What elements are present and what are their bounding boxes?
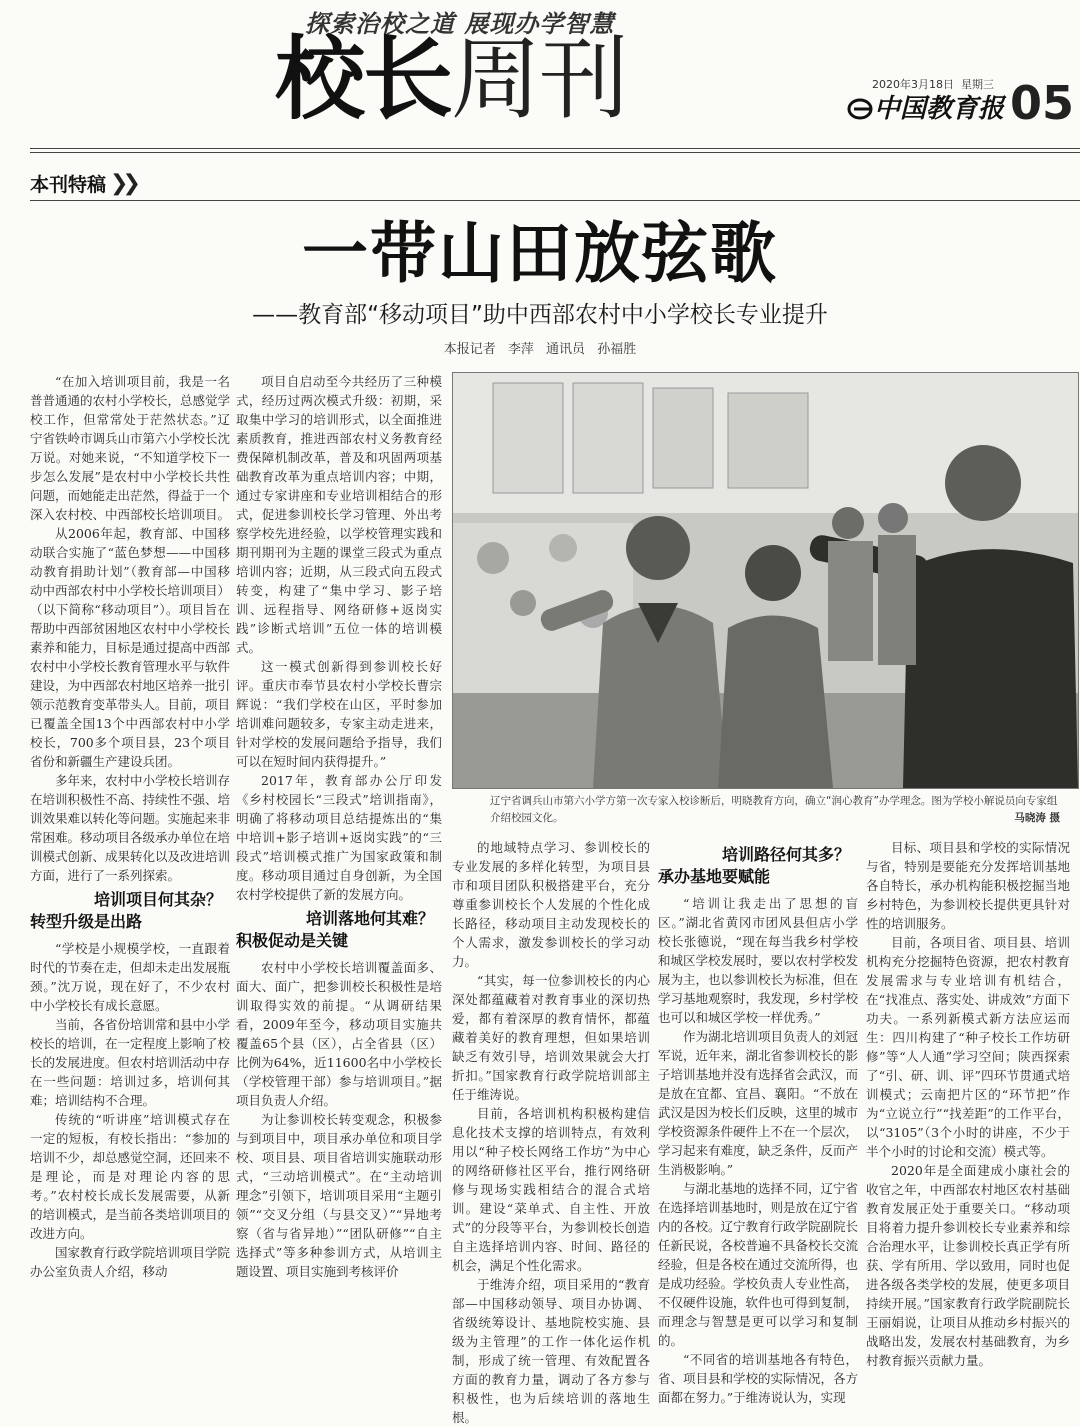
headline: 一带山田放弦歌 [302,215,778,292]
paragraph: 与湖北基地的选择不同，辽宁省在选择培训基地时，则是放在辽宁省内的各校。辽宁教育行政学院副院长任新民说，各校普遍不具备校长交流经验，但是各校在通过交流所得，也是成功经验。学校负责人专业性高，不仅硬件设施，软件也可得到复制，而理念与智慧是更可以学习和复制的。 [658,1181,859,1348]
paragraph: 这一模式创新得到参训校长好评。重庆市奉节县农村小学校长曹宗辉说：“我们学校在山区，平时参加培训难问题较多，专家主动走进来，针对学校的发展问题给予指导，我们可以在短时间内获得提升。” [236,659,442,769]
paragraph: “在加入培训项目前，我是一名普普通通的农村小学校长，总感觉学校工作，但常常处于茫然状态。”辽宁省铁岭市调兵山市第六小学校长沈万说。对她来说，“不知道学校下一步怎么发展”是农村中小学校长共性问题，而她能走出茫然，得益于一个深入农村校、中西部校长培训项目。 [30,374,231,522]
section-heading-line-1: 培训项目何其杂？ [93,890,222,909]
subheadline: ——教育部“移动项目”助中西部农村中小学校长专业提升 [252,302,828,328]
paragraph: 国家教育行政学院培训项目学院办公室负责人介绍，移动 [30,1245,231,1279]
page-number: 05 [1010,76,1075,130]
paragraph: 2017年，教育部办公厅印发《乡村校园长“三段式”培训指南》，明确了将移动项目总结提炼出的“集中培训+影子培训+返岗实践”的“三段式”培训模式推广为国家政策和制度。移动项目通过自身创新，为全国农村学校提供了新的发展方向。 [236,773,442,902]
paragraph: 当前，各省份培训常和县中小学校长的培训，在一定程度上影响了校长的发展进度。但农村培训活动中存在一些问题：培训过多，培训何其难；培训结构不合理。 [30,1017,231,1108]
masthead-brand [275,27,627,132]
section-heading-line-2: 承办基地要赋能 [658,867,771,886]
paragraph: 目标、项目县和学校的实际情况与省，特别是要能充分发挥培训基地各自特长，承办机构能积极挖掘当地乡村特色，为参训校长提供更具针对性的培训服务。 [866,840,1070,931]
byline: 本报记者 李萍 通讯员 孙福胜 [443,342,637,357]
brand-light: 周刊 [451,27,627,132]
photo-caption-text: 辽宁省调兵山市第六小学方第一次专家入校诊断后，明晓教育方向，确立“润心教育”办学理念。图为学校小解说员向专家组介绍校园文化。 [490,795,1058,824]
paragraph: 2020年是全面建成小康社会的收官之年，中西部农村地区农村基础教育发展正处于重要关口。“移动项目将着力提升参训校长专业素养和综合治理水平，让参训校长真正学有所获、学有所用、学以致用，同时也促进各级各类学校的发展，使更多项目持续开展。”国家教育行政学院副院长王丽娟说，让项目从推动乡村振兴的战略出发，发展农村基础教育，为乡村教育振兴贡献力量。 [866,1163,1070,1368]
paper-logo-icon [848,98,874,120]
masthead-slogan: 探索治校之道 展现办学智慧 [305,10,615,38]
section-heading-line-1: 培训路径何其多？ [721,845,850,864]
paragraph: 传统的“听讲座”培训模式存在一定的短板，有校长指出：“参加的培训不少，却总感觉空洞，还回来不是理论，而是对理论内容的思考。”农村校长成长发展需要，从新的培训模式，是当前各类培训项目的改进方向。 [30,1112,231,1241]
section-heading-line-2: 转型升级是出路 [30,912,143,931]
section-heading-line-1: 培训落地何其难？ [305,909,434,928]
section-heading [658,844,858,888]
photo-caption [490,793,1060,827]
paragraph: “其实，每一位参训校长的内心深处都蕴藏着对教育事业的深切热爱，都有着深厚的教育情怀，都蕴藏着美好的教育理想，但如果培训缺乏有效引导，培训效果就会大打折扣。”国家教育行政学院培训部主任于维涛说。 [452,973,650,1102]
article-column-1 [30,372,230,1412]
brand-bold: 校长 [275,27,451,132]
section-heading [236,908,442,952]
article-column-4 [658,838,858,1412]
photo-credit: 马晓涛 摄 [1014,812,1060,824]
newspaper-name [848,88,1004,125]
article-column-3 [452,838,650,1425]
paragraph: 从2006年起，教育部、中国移动联合实施了“蓝色梦想——中国移动教育捐助计划”（教育部—中国移动中西部农村中小学校长培训项目）（以下简称“移动项目”）。项目旨在帮助中西部贫困地区农村中小学校长素养和能力，目标是通过提高中西部农村中小学校长教育管理水平与软件建设，为中西部农村地区培养一批引领示范教育变革带头人。目前，项目已覆盖全国13个中西部农村中小学校长，700多个项目县，23个项目省份和新疆生产建设兵团。 [30,526,231,769]
paragraph: 农村中小学校长培训覆盖面多、面大、面广，把参训校长积极性是培训取得实效的前提。“从调研结果看，2009年至今，移动项目实施共覆盖65个县（区），占全省县（区）比例为64%，近11600名中小学校长（学校管理干部）参与培训项目。”据项目负责人介绍。 [236,960,442,1108]
paragraph: 目前，各项目省、项目县、培训机构充分挖掘特色资源，把农村教育发展需求与专业培训有机结合，在“找准点、落实处、讲成效”方面下功夫。一系列新模式新方法应运而生：四川构建了“种子校长工作坊研修”等“人人通”学习空间；陕西探索了“引、研、训、评”四环节贯通式培训模式；云南把片区的“环节把”作为“立说立行”“找差距”的工作平台，以“3105”（3个小时的讲座，不少于半个小时的讨论和交流）模式等。 [866,935,1070,1159]
paragraph: 多年来，农村中小学校长培训存在培训积极性不高、持续性不强、培训效果难以转化等问题。实施起来非常困难。移动项目各级承办单位在培训模式创新、成果转化以及改进培训方面，进行了一系列探索。 [30,773,231,883]
section-heading [30,889,230,933]
issue-date: 2020年3月18日 [872,78,954,91]
paragraph: 目前，各培训机构积极构建信息化技术支撑的培训特点，有效利用以“种子校长网络工作坊”为中心的网络研修社区平台，推行网络研修与现场实践相结合的混合式培训。建设“菜单式、自主性、开放式”的分段等平台，为参训校长创造自主选择培训内容、时间、路径的机会，满足个性化需求。 [452,1106,650,1273]
article-column-5 [866,838,1070,1412]
masthead-rule [30,148,1080,149]
paragraph: 项目自启动至今共经历了三种模式，经历过两次模式升级：初期，采取集中学习的培训形式，以全面推进素质教育，推进西部农村义务教育经费保障机制改革，普及和巩固两项基础教育改革为重点培训内容；中期，通过专家讲座和专业培训相结合的形式，促进参训校长学习管理、外出考察学校先进经验，以学校管理实践和期刊期刊为主题的课堂三段式为重点培训内容；近期，从三段式向五段式转变，构建了“集中学习、影子培训、远程指导、网络研修+返岗实践”诊断式培训”五位一体的培训模式。 [236,374,442,655]
masthead [0,0,1080,160]
newspaper-name-text: 中国教育报 [874,94,1005,124]
issue-weekday: 星期三 [961,78,994,91]
masthead-rule-2 [30,152,1080,153]
section-tag-label: 本刊特稿 [30,173,107,196]
article-column-2 [236,372,442,1412]
photo-scene [453,373,1078,788]
paragraph: “学校是小规模学校，一直跟着时代的节奏在走，但却未走出发展瓶颈。”沈万说，现在好了，不少农村中小学校长有成长意愿。 [30,941,231,1013]
paragraph: “培训让我走出了思想的盲区。”湖北省黄冈市团风县但店小学校长张德说，“现在每当我乡村学校和城区学校发展时，要以农村学校发展为主，也以参训校长为标准，但在学习基地观察时，我发现，乡村学校也可以和城区学校一样优秀。” [658,896,859,1025]
paragraph: 为让参训校长转变观念，积极参与到项目中，项目承办单位和项目学校、项目县、项目省培训实施联动形式，“三动培训模式”。在“主动培训理念”引领下，培训项目采用“主题引领”“交叉分组（与县交叉）”“异地考察（省与省异地）”“团队研修”“自主选择式”等多种参训方式，从培训主题设置、项目实施到考核评价 [236,1112,442,1279]
paragraph: “不同省的培训基地各有特色，省、项目县和学校的实际情况，各方面都在努力。”于维涛说认为，实现 [658,1352,859,1405]
paragraph: 作为湖北培训项目负责人的刘冠军说，近年来，湖北省参训校长的影子培训基地并没有选择省会武汉，而是放在宜都、宜昌、襄阳。“不放在武汉是因为校长们反映，这里的城市学校资源条件硬件上不在一个层次，学习起来有难度，缺乏条件，反而产生消极影响。” [658,1029,859,1177]
double-chevron-icon: ❯❯ [110,170,135,196]
article-photo [452,372,1079,789]
paragraph: 的地域特点学习、参训校长的专业发展的多样化转型，为项目县市和项目团队积极搭建平台，充分尊重参训校长个人发展的个性化成长路径，移动项目主动发现校长的个人需求，激发参训校长的学习动力。 [452,840,650,969]
section-heading-line-2: 积极促动是关键 [236,931,349,950]
paragraph: 于维涛介绍，项目采用的“教育部—中国移动领导、项目办协调、省级统筹设计、基地院校实施、县级为主管理”的工作一体化运作机制，形成了统一管理、有效配置各方面的教育力量，调动了各方参与积极性，也为后续培训的落地生根。 [452,1277,650,1425]
section-tag [30,168,135,198]
